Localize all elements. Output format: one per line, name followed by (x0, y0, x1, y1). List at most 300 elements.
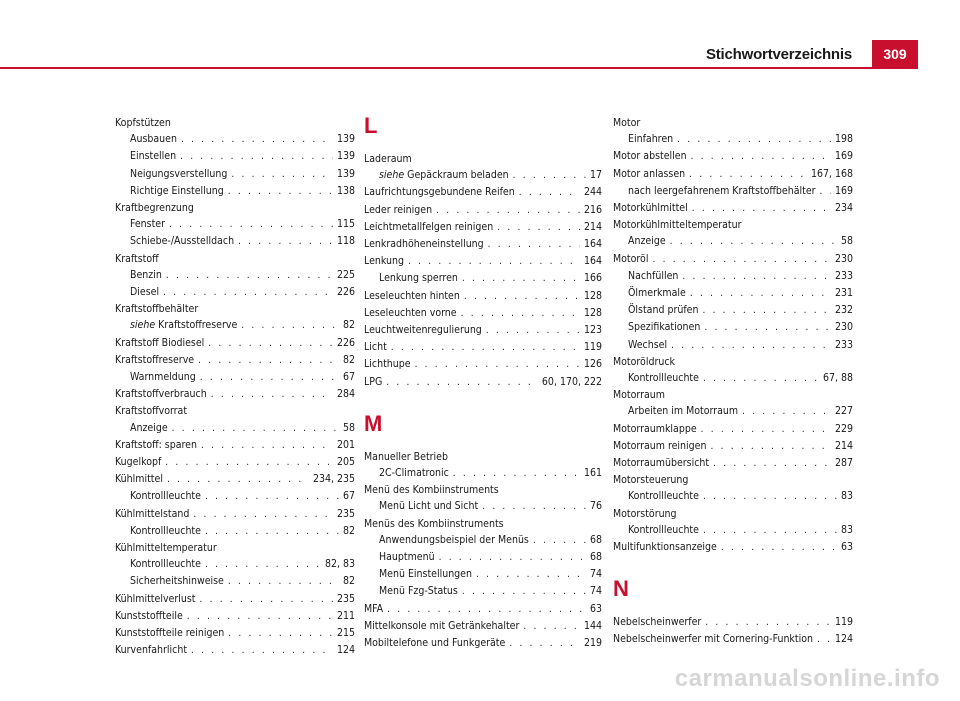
page-reference[interactable]: 83 (840, 523, 853, 536)
dot-leader (652, 252, 831, 268)
entry-text: Leuchtweitenregulierung (364, 324, 482, 337)
entry-text: Nebelscheinwerfer mit Cornering-Funktion (613, 633, 813, 646)
page-reference[interactable]: 164 (583, 238, 602, 251)
entry-text: Hauptmenü (379, 551, 435, 564)
page-reference[interactable]: 234 (834, 202, 853, 215)
entry-term (364, 482, 499, 498)
index-entry (364, 356, 602, 373)
page-reference[interactable]: 139 (336, 150, 355, 163)
entry-text: Spezifikationen (628, 321, 701, 334)
page-reference[interactable]: 74 (589, 585, 602, 598)
page-reference[interactable]: 63 (589, 602, 602, 615)
entry-text: LPG (364, 375, 383, 388)
dot-leader (436, 203, 580, 219)
index-column-1 (115, 115, 355, 660)
index-entry (364, 374, 602, 391)
entry-text: Kunststoffteile (115, 609, 183, 622)
entry-text: Manueller Betrieb (364, 450, 448, 463)
page-reference[interactable]: 67, 88 (822, 372, 853, 385)
entry-term (628, 183, 816, 199)
page-reference[interactable]: 198 (834, 133, 853, 146)
entry-text: Motorraumklappe (613, 422, 697, 435)
index-subentry (115, 573, 355, 590)
index-entry (613, 354, 853, 370)
entry-text: Gepäckraum beladen (407, 169, 509, 182)
dot-leader (671, 338, 831, 354)
page-reference[interactable]: 227 (834, 405, 853, 418)
page-reference[interactable]: 169 (834, 150, 853, 163)
page-reference[interactable]: 124 (834, 633, 853, 646)
entry-text: Motorstörung (613, 507, 677, 520)
index-entry (613, 506, 853, 522)
entry-term (364, 184, 515, 200)
dot-leader (690, 286, 831, 302)
page-number-badge: 309 (872, 40, 918, 68)
entry-text: Fenster (130, 218, 165, 231)
entry-term (115, 454, 161, 470)
entry-text: Lenkung sperren (379, 272, 458, 285)
entry-term (364, 339, 387, 355)
index-subentry (364, 498, 602, 515)
index-entry (364, 151, 602, 167)
index-entry (364, 482, 602, 498)
page-reference[interactable]: 226 (336, 336, 355, 349)
dot-leader (705, 615, 831, 631)
page-reference[interactable]: 166 (583, 272, 602, 285)
entry-text: Motorraumübersicht (613, 457, 710, 470)
entry-term (613, 354, 675, 370)
entry-text: Motor anlassen (613, 167, 686, 180)
dot-leader (387, 602, 586, 618)
page-reference[interactable]: 139 (336, 133, 355, 146)
index-entry (364, 618, 602, 635)
page-reference[interactable]: 58 (840, 235, 853, 248)
page-reference[interactable]: 233 (834, 269, 853, 282)
dot-leader (165, 455, 333, 471)
page-reference[interactable]: 128 (583, 306, 602, 319)
index-entry (364, 253, 602, 270)
entry-text: Kühlmittel (115, 473, 163, 486)
index-entry (613, 421, 853, 438)
dot-leader (817, 632, 831, 648)
page-reference[interactable]: 68 (589, 551, 602, 564)
index-entry (364, 305, 602, 322)
dot-leader (200, 370, 339, 386)
dot-leader (533, 533, 586, 549)
entry-term (364, 236, 484, 252)
entry-term (628, 233, 666, 249)
page-reference[interactable]: 225 (336, 268, 355, 281)
page-reference[interactable]: 83 (840, 490, 853, 503)
page-reference[interactable]: 215 (336, 627, 355, 640)
index-entry (115, 591, 355, 608)
entry-text: Motorraum reinigen (613, 439, 707, 452)
entry-term (115, 301, 198, 317)
entry-term (115, 115, 171, 131)
entry-text: Mittelkonsole mit Getränkehalter (364, 619, 520, 632)
index-subentry (115, 216, 355, 233)
page-reference[interactable]: 214 (583, 220, 602, 233)
page-reference[interactable]: 233 (834, 338, 853, 351)
entry-term (364, 151, 412, 167)
page-reference[interactable]: 169 (834, 184, 853, 197)
index-entry (115, 454, 355, 471)
entry-text: Menü Fzg-Status (379, 585, 458, 598)
page-reference[interactable]: 82 (342, 575, 355, 588)
page-reference[interactable]: 211 (336, 609, 355, 622)
entry-term (115, 251, 159, 267)
index-entry (364, 449, 602, 465)
entry-term (613, 166, 685, 182)
entry-term (115, 403, 187, 419)
index-subentry (364, 583, 602, 600)
entry-term (115, 591, 195, 607)
entry-term (628, 522, 699, 538)
index-subentry (364, 167, 602, 184)
index-entry (613, 251, 853, 268)
entry-term (379, 498, 478, 514)
page-reference[interactable]: 230 (834, 321, 853, 334)
index-entry (115, 352, 355, 369)
page-reference[interactable]: 230 (834, 252, 853, 265)
index-subentry (613, 131, 853, 148)
index-entry (364, 339, 602, 356)
entry-text: Ausbauen (130, 133, 177, 146)
page-reference[interactable]: 235 (336, 507, 355, 520)
dot-leader (199, 592, 333, 608)
dot-leader (205, 524, 339, 540)
entry-text: Licht (364, 341, 387, 354)
entry-term (613, 387, 665, 403)
page-reference[interactable]: 63 (840, 541, 853, 554)
entry-text: Kugelkopf (115, 456, 162, 469)
dot-leader (721, 540, 837, 556)
dot-leader (231, 167, 333, 183)
page-reference[interactable]: 229 (834, 422, 853, 435)
dot-leader (488, 237, 580, 253)
index-column-3 (613, 115, 853, 649)
section-gap (364, 391, 602, 413)
dot-leader (461, 306, 580, 322)
entry-term (364, 356, 411, 372)
index-entry (115, 335, 355, 352)
index-subentry (115, 488, 355, 505)
entry-term (364, 219, 493, 235)
page-reference[interactable]: 119 (583, 341, 602, 354)
entry-text: Lenkradhöheneinstellung (364, 238, 484, 251)
entry-term (115, 506, 189, 522)
dot-leader (205, 557, 321, 573)
dot-leader (181, 132, 333, 148)
index-subentry (115, 131, 355, 148)
dot-leader (677, 132, 831, 148)
page-reference[interactable]: 216 (583, 203, 602, 216)
index-entry (364, 516, 602, 532)
entry-term (379, 465, 449, 481)
entry-text: MFA (364, 602, 384, 615)
entry-term (364, 322, 482, 338)
entry-term (628, 337, 667, 353)
dot-leader (241, 318, 339, 334)
entry-term (613, 614, 701, 630)
entry-text: Lichthupe (364, 358, 411, 371)
entry-term (364, 202, 432, 218)
entry-text: Motoröldruck (613, 355, 675, 368)
page-reference[interactable]: 60, 170, 222 (541, 375, 602, 388)
page-reference[interactable]: 82 (342, 353, 355, 366)
entry-text: Ölstand prüfen (628, 304, 699, 317)
entry-text: Kontrollleuchte (628, 523, 699, 536)
entry-term (628, 302, 698, 318)
page-reference[interactable]: 139 (336, 167, 355, 180)
page-reference[interactable]: 128 (583, 289, 602, 302)
entry-term (115, 437, 197, 453)
entry-term (613, 455, 709, 471)
entry-text: Kontrollleuchte (628, 372, 699, 385)
dot-leader (228, 184, 333, 200)
dot-leader (408, 254, 580, 270)
entry-text: Motorraum (613, 389, 665, 402)
entry-text: 2C-Climatronic (379, 467, 449, 480)
page-reference[interactable]: 244 (583, 186, 602, 199)
dot-leader (415, 357, 580, 373)
page-reference[interactable]: 205 (336, 456, 355, 469)
entry-text: Diesel (130, 286, 160, 299)
index-entry (115, 625, 355, 642)
index-subentry (115, 317, 355, 334)
page-reference[interactable]: 231 (834, 287, 853, 300)
entry-term (613, 631, 813, 647)
header-rule (0, 67, 918, 69)
entry-text: Anwendungsbeispiel der Menüs (379, 533, 529, 546)
dot-leader (476, 567, 586, 583)
entry-text: Ölmerkmale (628, 287, 686, 300)
entry-text: Kontrollleuchte (130, 490, 201, 503)
entry-term (130, 131, 177, 147)
dot-leader (670, 234, 837, 250)
entry-text: Kraftstoffreserve (158, 319, 238, 332)
entry-text: Kraftstoffvorrat (115, 405, 188, 418)
entry-text: Multifunktionsanzeige (613, 541, 717, 554)
dot-leader (193, 507, 333, 523)
page-reference[interactable]: 76 (589, 500, 602, 513)
index-entry (364, 601, 602, 618)
entry-term (130, 216, 165, 232)
dot-leader (486, 323, 580, 339)
page-reference[interactable]: 126 (583, 358, 602, 371)
page-reference[interactable]: 284 (336, 388, 355, 401)
entry-term (613, 539, 717, 555)
entry-text: Motorsteuerung (613, 474, 689, 487)
dot-leader (702, 303, 831, 319)
see-reference-prefix: siehe (379, 169, 405, 182)
entry-text: Benzin (130, 268, 162, 281)
page-reference[interactable]: 82 (342, 524, 355, 537)
entry-term (115, 200, 194, 216)
entry-term (130, 420, 168, 436)
entry-text: Kühlmittelstand (115, 507, 190, 520)
entry-term (613, 115, 640, 131)
entry-term (613, 148, 687, 164)
entry-term (364, 288, 460, 304)
entry-text: Motorkühlmittel (613, 202, 688, 215)
page-reference[interactable]: 74 (589, 568, 602, 581)
entry-term (115, 471, 163, 487)
page-reference[interactable]: 82, 83 (324, 558, 355, 571)
page-reference[interactable]: 161 (583, 467, 602, 480)
page-reference[interactable]: 287 (834, 457, 853, 470)
entry-term (130, 148, 176, 164)
entry-text: Schiebe-/Ausstelldach (130, 235, 235, 248)
page-reference[interactable]: 144 (583, 619, 602, 632)
dot-leader (386, 375, 538, 391)
page-reference[interactable]: 164 (583, 255, 602, 268)
entry-text: Laufrichtungsgebundene Reifen (364, 186, 515, 199)
index-entry (115, 471, 355, 488)
index-subentry (613, 522, 853, 539)
entry-term (364, 449, 448, 465)
index-entry (613, 148, 853, 165)
page-reference[interactable]: 167, 168 (810, 167, 853, 180)
entry-term (613, 506, 677, 522)
entry-text: Motorkühlmitteltemperatur (613, 219, 742, 232)
entry-term (115, 540, 217, 556)
entry-term (613, 217, 741, 233)
entry-text: Kontrollleuchte (628, 490, 699, 503)
dot-leader (713, 456, 831, 472)
index-subentry (613, 370, 853, 387)
entry-term (115, 352, 194, 368)
index-subentry (115, 183, 355, 200)
entry-term (628, 285, 686, 301)
page-reference[interactable]: 234, 235 (312, 473, 355, 486)
dot-leader (228, 574, 339, 590)
entry-text: Kraftbegrenzung (115, 202, 194, 215)
entry-term (130, 183, 224, 199)
dot-leader (391, 340, 580, 356)
entry-text: Lenkung (364, 255, 405, 268)
dot-leader (211, 387, 333, 403)
entry-text: Anzeige (628, 235, 666, 248)
index-entry (613, 166, 853, 183)
index-entry (115, 251, 355, 267)
page-reference[interactable]: 58 (342, 421, 355, 434)
entry-term (628, 370, 699, 386)
index-column-2 (364, 115, 602, 652)
entry-term (115, 642, 187, 658)
page-reference[interactable]: 119 (834, 616, 853, 629)
index-entry (364, 236, 602, 253)
page-reference[interactable]: 219 (583, 637, 602, 650)
dot-leader (198, 353, 339, 369)
entry-term (613, 200, 688, 216)
entry-term (628, 488, 699, 504)
index-subentry (364, 532, 602, 549)
page-reference[interactable]: 235 (336, 592, 355, 605)
dot-leader (462, 271, 580, 287)
dot-leader (703, 489, 837, 505)
page-reference[interactable]: 232 (834, 304, 853, 317)
entry-text: Richtige Einstellung (130, 184, 224, 197)
dot-leader (208, 336, 333, 352)
page-reference[interactable]: 17 (589, 169, 602, 182)
index-subentry (115, 556, 355, 573)
entry-text: Kraftstoff (115, 252, 159, 265)
index-entry (364, 219, 602, 236)
dot-leader (523, 619, 580, 635)
entry-text: Leder reinigen (364, 203, 433, 216)
entry-term (613, 472, 688, 488)
index-subentry (613, 285, 853, 302)
dot-leader (691, 149, 831, 165)
entry-text: Leseleuchten hinten (364, 289, 460, 302)
entry-term (364, 635, 505, 651)
entry-text: Motor (613, 117, 641, 129)
page-reference[interactable]: 123 (583, 324, 602, 337)
index-entry (115, 386, 355, 403)
index-entry (613, 387, 853, 403)
entry-term (364, 601, 383, 617)
entry-term (130, 556, 201, 572)
page-reference[interactable]: 118 (336, 235, 355, 248)
page-reference[interactable]: 124 (336, 644, 355, 657)
section-letter: L (364, 113, 378, 138)
index-subentry (115, 369, 355, 386)
index-entry (364, 635, 602, 652)
page-reference[interactable]: 67 (342, 490, 355, 503)
entry-term (364, 305, 457, 321)
page-reference[interactable]: 201 (336, 438, 355, 451)
entry-term (379, 566, 472, 582)
index-entry (115, 115, 355, 131)
dot-leader (464, 289, 580, 305)
page-reference[interactable]: 214 (834, 439, 853, 452)
entry-text: Sicherheitshinweise (130, 575, 224, 588)
page-reference[interactable]: 226 (336, 286, 355, 299)
index-entry (115, 506, 355, 523)
entry-text: Wechsel (628, 338, 668, 351)
entry-term (115, 386, 207, 402)
dot-leader (167, 472, 309, 488)
dot-leader (180, 149, 333, 165)
page-reference[interactable]: 82 (342, 319, 355, 332)
index-entry (613, 455, 853, 472)
page-reference[interactable]: 115 (336, 218, 355, 231)
entry-term (130, 317, 237, 333)
section-gap (613, 556, 853, 578)
page-reference[interactable]: 67 (342, 371, 355, 384)
entry-text: Kühlmitteltemperatur (115, 542, 217, 555)
entry-term (379, 532, 529, 548)
dot-leader (509, 636, 580, 652)
entry-text: Kraftstoffverbrauch (115, 388, 207, 401)
dot-leader (201, 438, 333, 454)
dot-leader (703, 371, 819, 387)
index-subentry (613, 337, 853, 354)
page-reference[interactable]: 68 (589, 533, 602, 546)
entry-text: Leseleuchten vorne (364, 306, 457, 319)
index-subentry (115, 420, 355, 437)
index-subentry (364, 566, 602, 583)
index-subentry (613, 183, 853, 200)
dot-leader (187, 609, 333, 625)
index-entry (115, 437, 355, 454)
index-entry (364, 322, 602, 339)
entry-term (613, 421, 697, 437)
entry-text: Motor abstellen (613, 150, 687, 163)
dot-leader (163, 285, 333, 301)
page-reference[interactable]: 138 (336, 184, 355, 197)
